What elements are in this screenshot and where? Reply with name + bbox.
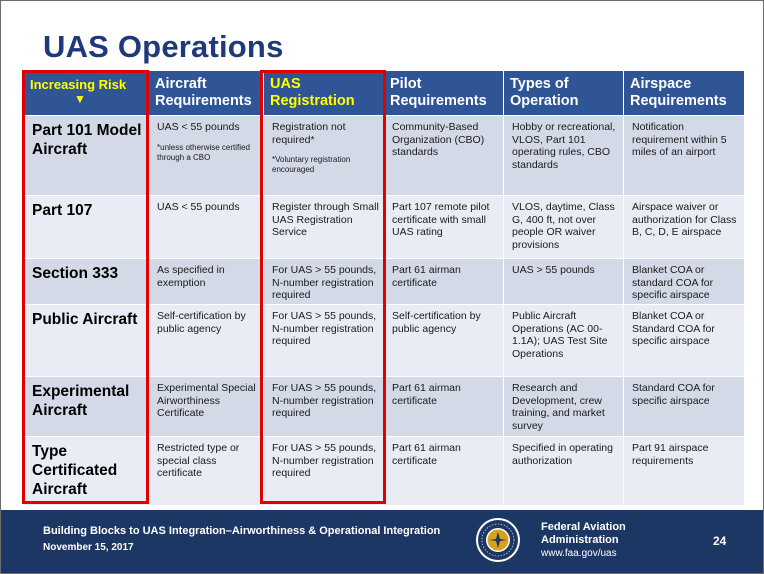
row-category: Type Certificated Aircraft	[24, 437, 149, 505]
cell-registration: For UAS > 55 pounds, N-number registration required	[264, 437, 384, 505]
cell-registration-note: *Voluntary registration encouraged	[272, 155, 351, 174]
slide-title: UAS Operations	[43, 29, 284, 64]
table-row-part-107	[24, 196, 744, 259]
table-row-public-aircraft	[24, 305, 744, 377]
footer-bar	[1, 510, 763, 573]
cell-airspace: Standard COA for specific airspace	[624, 377, 744, 437]
row-category: Part 107	[24, 196, 149, 259]
row-category: Section 333	[24, 259, 149, 305]
header-pilot-line2: Requirements	[390, 93, 487, 109]
cell-registration: For UAS > 55 pounds, N-number registration required	[264, 259, 384, 305]
header-types-line1: Types of	[510, 76, 569, 92]
header-increasing-risk	[24, 71, 149, 116]
cell-pilot: Community-Based Organization (CBO) standards	[384, 116, 504, 196]
cell-aircraft	[149, 116, 264, 196]
faa-name	[541, 521, 626, 547]
cell-pilot: Part 61 airman certificate	[384, 259, 504, 305]
page-number: 24	[713, 534, 727, 548]
footer-presentation-title: Building Blocks to UAS Integration–Airworthiness & Operational Integration	[43, 525, 441, 537]
header-types-of-operation	[504, 71, 624, 116]
cell-registration: For UAS > 55 pounds, N-number registration required	[264, 305, 384, 377]
faa-seal-logo	[475, 517, 521, 563]
cell-pilot: Self-certification by public agency	[384, 305, 504, 377]
cell-registration-text: Registration not required*	[272, 121, 346, 146]
cell-airspace: Notification requirement within 5 miles of an airport	[624, 116, 744, 196]
faa-name-line2: Administration	[541, 534, 619, 546]
cell-pilot: Part 107 remote pilot certificate with small UAS rating	[384, 196, 504, 259]
uas-operations-table	[23, 71, 744, 505]
table-row-part-101	[24, 116, 744, 196]
header-registration-line1: UAS	[270, 76, 301, 92]
row-category: Part 101 Model Aircraft	[24, 116, 149, 196]
header-uas-registration	[264, 71, 384, 116]
table-header-row	[24, 71, 744, 116]
cell-registration	[264, 116, 384, 196]
cell-types: Hobby or recreational, VLOS, Part 101 operating rules, CBO standards	[504, 116, 624, 196]
header-pilot-line1: Pilot	[390, 76, 422, 92]
cell-types: Research and Development, crew training, and market survey	[504, 377, 624, 437]
table-row-experimental-aircraft	[24, 377, 744, 437]
faa-url: www.faa.gov/uas	[541, 548, 617, 559]
cell-types: Specified in operating authorization	[504, 437, 624, 505]
cell-registration: Register through Small UAS Registration Service	[264, 196, 384, 259]
cell-aircraft-note: *unless otherwise certified through a CBO	[157, 142, 250, 162]
cell-aircraft: Restricted type or special class certificate	[149, 437, 264, 505]
row-category: Experimental Aircraft	[24, 377, 149, 437]
header-airspace-requirements	[624, 71, 744, 116]
cell-aircraft-text: UAS < 55 pounds	[157, 121, 240, 133]
faa-name-line1: Federal Aviation	[541, 521, 626, 533]
cell-aircraft: Self-certification by public agency	[149, 305, 264, 377]
footer-date: November 15, 2017	[43, 542, 134, 553]
header-airspace-line2: Requirements	[630, 93, 727, 109]
down-arrow-icon: ▼	[74, 92, 86, 106]
cell-airspace: Airspace waiver or authorization for Class B, C, D, E airspace	[624, 196, 744, 259]
header-risk-label: Increasing Risk	[30, 77, 127, 92]
cell-aircraft: As specified in exemption	[149, 259, 264, 305]
cell-types: Public Aircraft Operations (AC 00-1.1A); UAS Test Site Operations	[504, 305, 624, 377]
header-pilot-requirements	[384, 71, 504, 116]
cell-types: VLOS, daytime, Class G, 400 ft, not over people OR waiver provisions	[504, 196, 624, 259]
header-aircraft-line1: Aircraft	[155, 76, 207, 92]
header-registration-line2: Registration	[270, 93, 355, 109]
cell-airspace: Blanket COA or standard COA for specific airspace	[624, 259, 744, 305]
header-aircraft-requirements	[149, 71, 264, 116]
table-row-section-333	[24, 259, 744, 305]
cell-aircraft: UAS < 55 pounds	[149, 196, 264, 259]
header-aircraft-line2: Requirements	[155, 93, 252, 109]
cell-aircraft: Experimental Special Airworthiness Certificate	[149, 377, 264, 437]
cell-airspace: Blanket COA or Standard COA for specific airspace	[624, 305, 744, 377]
table-row-type-certificated	[24, 437, 744, 505]
cell-pilot: Part 61 airman certificate	[384, 377, 504, 437]
cell-types: UAS > 55 pounds	[504, 259, 624, 305]
header-types-line2: Operation	[510, 93, 579, 109]
cell-airspace: Part 91 airspace requirements	[624, 437, 744, 505]
cell-pilot: Part 61 airman certificate	[384, 437, 504, 505]
cell-registration: For UAS > 55 pounds, N-number registration required	[264, 377, 384, 437]
header-airspace-line1: Airspace	[630, 76, 692, 92]
row-category: Public Aircraft	[24, 305, 149, 377]
